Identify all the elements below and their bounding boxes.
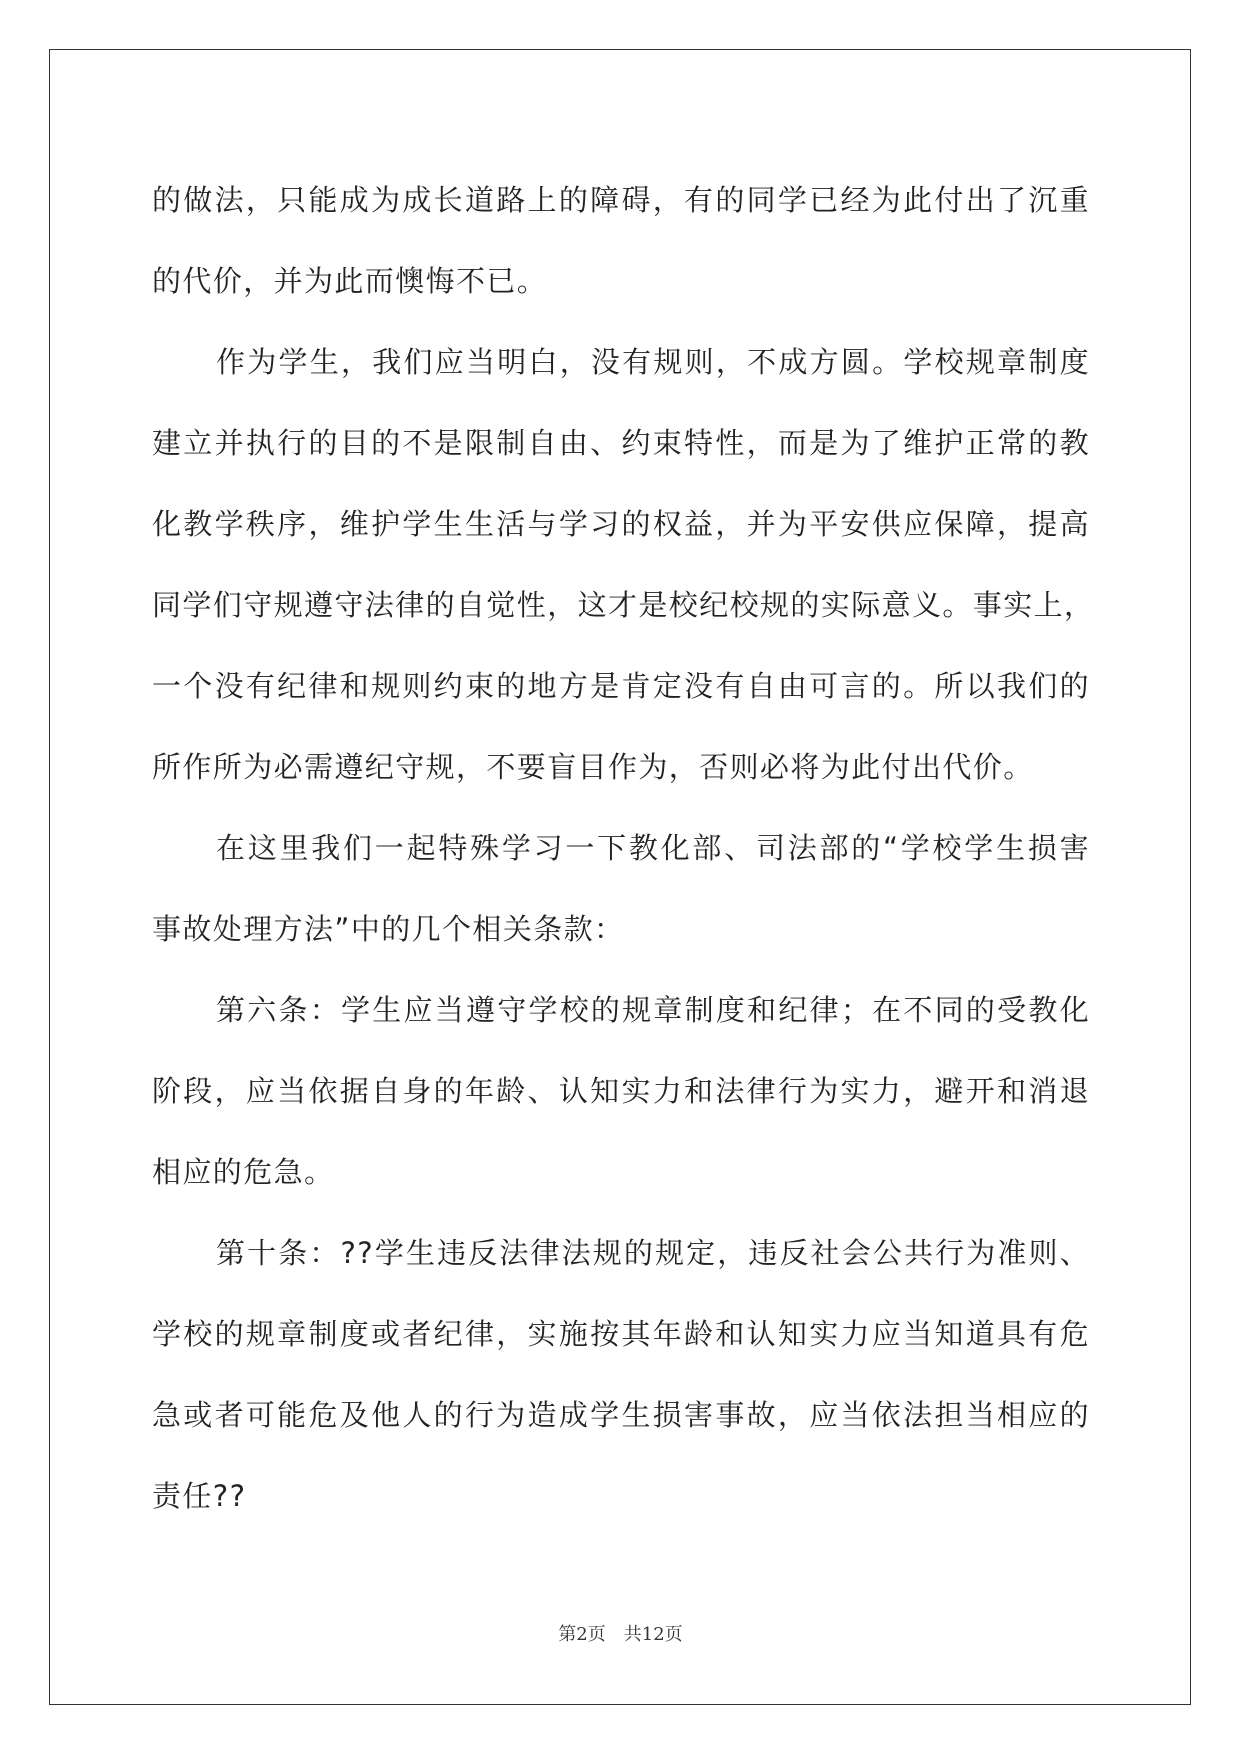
text-line: 的做法，只能成为成长道路上的障碍，有的同学已经为此付出了沉重 — [152, 183, 1090, 217]
text-line: 的代价，并为此而懊悔不已。 — [152, 264, 548, 298]
text-line: 事故处理方法”中的几个相关条款： — [152, 912, 625, 946]
text-line: 第十条：??学生违反法律法规的规定，违反社会公共行为准则、 — [216, 1236, 1090, 1270]
text-line: 学校的规章制度或者纪律，实施按其年龄和认知实力应当知道具有危 — [152, 1317, 1090, 1351]
text-line: 作为学生，我们应当明白，没有规则，不成方圆。学校规章制度 — [216, 345, 1090, 379]
text-line: 同学们守规遵守法律的自觉性，这才是校纪校规的实际意义。事实上， — [152, 588, 1095, 622]
text-line: 责任?? — [152, 1479, 247, 1513]
document-body — [152, 160, 1095, 1537]
text-line: 第六条：学生应当遵守学校的规章制度和纪律；在不同的受教化 — [216, 993, 1090, 1027]
text-line: 相应的危急。 — [152, 1155, 335, 1189]
text-line: 一个没有纪律和规则约束的地方是肯定没有自由可言的。所以我们的 — [152, 669, 1090, 703]
text-line: 所作所为必需遵纪守规，不要盲目作为，否则必将为此付出代价。 — [152, 750, 1034, 784]
text-line: 阶段，应当依据自身的年龄、认知实力和法律行为实力，避开和消退 — [152, 1074, 1090, 1108]
text-line: 急或者可能危及他人的行为造成学生损害事故，应当依法担当相应的 — [152, 1398, 1090, 1432]
text-line: 化教学秩序，维护学生生活与学习的权益，并为平安供应保障，提高 — [152, 507, 1090, 541]
page-footer: 第2页 共12页 — [558, 1624, 683, 1645]
text-line: 在这里我们一起特殊学习一下教化部、司法部的“学校学生损害 — [216, 831, 1090, 865]
text-line: 建立并执行的目的不是限制自由、约束特性，而是为了维护正常的教 — [152, 426, 1090, 460]
